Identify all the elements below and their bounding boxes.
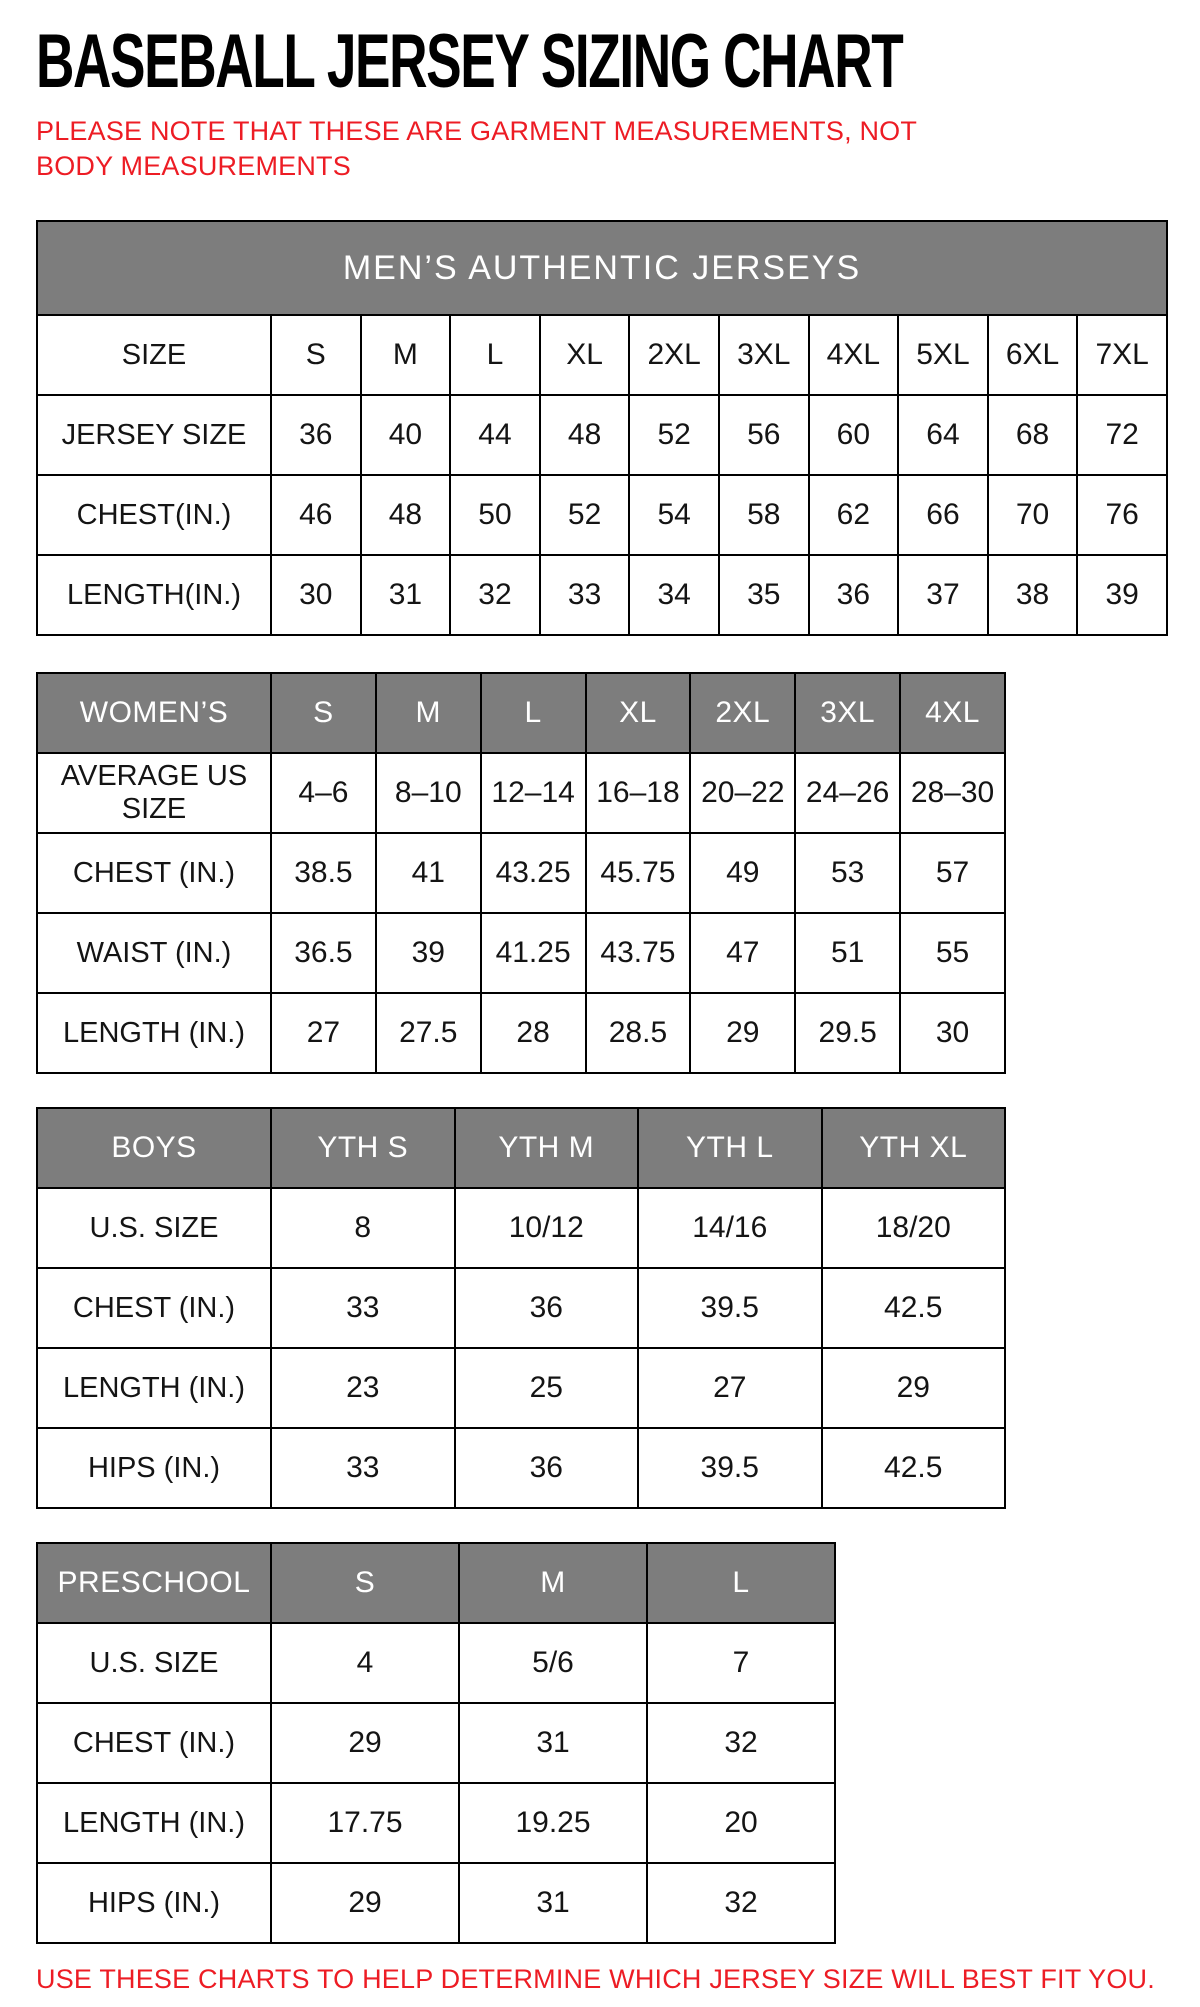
value-cell: 34 [629, 555, 719, 635]
garment-measurements-note: PLEASE NOTE THAT THESE ARE GARMENT MEASUREMENTS, NOT BODY MEASUREMENTS [36, 116, 917, 182]
table-row [37, 1268, 1005, 1348]
value-cell: 18/20 [822, 1188, 1006, 1268]
value-cell: 76 [1077, 475, 1167, 555]
row-label-cell: CHEST (IN.) [37, 1703, 271, 1783]
value-cell: 20 [647, 1783, 835, 1863]
size-header-cell: M [459, 1543, 647, 1623]
value-cell: 3XL [719, 315, 809, 395]
value-cell: 36 [455, 1268, 639, 1348]
value-cell: 42.5 [822, 1268, 1006, 1348]
row-label-cell: WAIST (IN.) [37, 913, 271, 993]
value-cell: 38 [988, 555, 1078, 635]
table-row [37, 1783, 835, 1863]
value-cell: 47 [690, 913, 795, 993]
value-cell: 53 [795, 833, 900, 913]
mens-sizing-table [36, 220, 1168, 636]
value-cell: 46 [271, 475, 361, 555]
value-cell: 44 [450, 395, 540, 475]
table-row [37, 1428, 1005, 1508]
table-row [37, 753, 1005, 833]
size-header-row [37, 1543, 835, 1623]
size-header-cell: YTH XL [822, 1108, 1006, 1188]
value-cell: L [450, 315, 540, 395]
row-label-cell: U.S. SIZE [37, 1623, 271, 1703]
value-cell: 28–30 [900, 753, 1005, 833]
size-header-cell: 4XL [900, 673, 1005, 753]
table-row [37, 555, 1167, 635]
table-row [37, 1863, 835, 1943]
womens-sizing-table [36, 672, 1006, 1074]
value-cell: 10/12 [455, 1188, 639, 1268]
value-cell: 32 [647, 1703, 835, 1783]
value-cell: 36.5 [271, 913, 376, 993]
value-cell: 29 [690, 993, 795, 1073]
table-row [37, 315, 1167, 395]
value-cell: 68 [988, 395, 1078, 475]
value-cell: 29 [271, 1703, 459, 1783]
value-cell: 39 [376, 913, 481, 993]
value-cell: 29.5 [795, 993, 900, 1073]
value-cell: 50 [450, 475, 540, 555]
value-cell: 27 [638, 1348, 822, 1428]
table-banner: MEN’S AUTHENTIC JERSEYS [37, 221, 1167, 315]
size-header-cell: L [481, 673, 586, 753]
value-cell: 5XL [898, 315, 988, 395]
row-label-cell: LENGTH (IN.) [37, 1348, 271, 1428]
value-cell: 43.25 [481, 833, 586, 913]
table-row [37, 1348, 1005, 1428]
table-row [37, 833, 1005, 913]
table-row [37, 913, 1005, 993]
row-label-cell: CHEST(IN.) [37, 475, 271, 555]
row-label-cell: JERSEY SIZE [37, 395, 271, 475]
table-header-label: PRESCHOOL [37, 1543, 271, 1623]
size-header-cell: 2XL [690, 673, 795, 753]
value-cell: 2XL [629, 315, 719, 395]
value-cell: 31 [361, 555, 451, 635]
value-cell: 52 [540, 475, 630, 555]
size-header-cell: YTH M [455, 1108, 639, 1188]
boys-sizing-table [36, 1107, 1006, 1509]
size-charts [36, 220, 1200, 1944]
value-cell: 49 [690, 833, 795, 913]
value-cell: 24–26 [795, 753, 900, 833]
value-cell: 58 [719, 475, 809, 555]
preschool-sizing-table [36, 1542, 836, 1944]
size-header-cell: XL [586, 673, 691, 753]
table-row [37, 993, 1005, 1073]
value-cell: 38.5 [271, 833, 376, 913]
value-cell: 25 [455, 1348, 639, 1428]
value-cell: 48 [361, 475, 451, 555]
page-title: BASEBALL JERSEY SIZING CHART [36, 19, 903, 104]
value-cell: 70 [988, 475, 1078, 555]
table-banner-row [37, 221, 1167, 315]
value-cell: 27 [271, 993, 376, 1073]
row-label-cell: HIPS (IN.) [37, 1863, 271, 1943]
value-cell: 54 [629, 475, 719, 555]
size-header-cell: YTH L [638, 1108, 822, 1188]
table-row [37, 1623, 835, 1703]
value-cell: 7XL [1077, 315, 1167, 395]
value-cell: 8–10 [376, 753, 481, 833]
size-header-cell: 3XL [795, 673, 900, 753]
value-cell: 8 [271, 1188, 455, 1268]
size-header-row [37, 1108, 1005, 1188]
value-cell: 32 [450, 555, 540, 635]
row-label-cell: LENGTH (IN.) [37, 1783, 271, 1863]
value-cell: 40 [361, 395, 451, 475]
value-cell: XL [540, 315, 630, 395]
value-cell: 35 [719, 555, 809, 635]
size-header-cell: L [647, 1543, 835, 1623]
value-cell: 28 [481, 993, 586, 1073]
row-label-cell: U.S. SIZE [37, 1188, 271, 1268]
value-cell: 19.25 [459, 1783, 647, 1863]
value-cell: 37 [898, 555, 988, 635]
value-cell: 28.5 [586, 993, 691, 1073]
womens-chart-section [36, 672, 1200, 1074]
row-label-cell: LENGTH(IN.) [37, 555, 271, 635]
value-cell: 29 [822, 1348, 1006, 1428]
value-cell: 31 [459, 1703, 647, 1783]
value-cell: 56 [719, 395, 809, 475]
value-cell: 6XL [988, 315, 1078, 395]
table-row [37, 1188, 1005, 1268]
value-cell: 32 [647, 1863, 835, 1943]
value-cell: 39.5 [638, 1428, 822, 1508]
row-label-cell: CHEST (IN.) [37, 833, 271, 913]
value-cell: 36 [271, 395, 361, 475]
table-header-label: BOYS [37, 1108, 271, 1188]
footer-text: USE THESE CHARTS TO HELP DETERMINE WHICH JERSEY SIZE WILL BEST FIT YOU. [36, 1964, 1155, 1995]
value-cell: 14/16 [638, 1188, 822, 1268]
row-label-cell: HIPS (IN.) [37, 1428, 271, 1508]
value-cell: 52 [629, 395, 719, 475]
row-label-cell: LENGTH (IN.) [37, 993, 271, 1073]
value-cell: 66 [898, 475, 988, 555]
value-cell: 31 [459, 1863, 647, 1943]
value-cell: 60 [809, 395, 899, 475]
value-cell: 57 [900, 833, 1005, 913]
value-cell: 33 [540, 555, 630, 635]
value-cell: 30 [271, 555, 361, 635]
boys-chart-section [36, 1107, 1200, 1509]
value-cell: 4 [271, 1623, 459, 1703]
value-cell: 42.5 [822, 1428, 1006, 1508]
table-row [37, 475, 1167, 555]
size-header-cell: S [271, 1543, 459, 1623]
size-header-cell: M [376, 673, 481, 753]
row-label-cell: CHEST (IN.) [37, 1268, 271, 1348]
value-cell: 17.75 [271, 1783, 459, 1863]
value-cell: 48 [540, 395, 630, 475]
row-label-cell: SIZE [37, 315, 271, 395]
value-cell: 33 [271, 1428, 455, 1508]
value-cell: 36 [809, 555, 899, 635]
row-label-cell: AVERAGE US SIZE [37, 753, 271, 833]
value-cell: 45.75 [586, 833, 691, 913]
table-row [37, 395, 1167, 475]
value-cell: S [271, 315, 361, 395]
value-cell: 12–14 [481, 753, 586, 833]
value-cell: 4XL [809, 315, 899, 395]
table-row [37, 1703, 835, 1783]
value-cell: 62 [809, 475, 899, 555]
value-cell: 72 [1077, 395, 1167, 475]
value-cell: 64 [898, 395, 988, 475]
value-cell: 5/6 [459, 1623, 647, 1703]
size-header-row [37, 673, 1005, 753]
value-cell: 7 [647, 1623, 835, 1703]
value-cell: 23 [271, 1348, 455, 1428]
value-cell: 33 [271, 1268, 455, 1348]
value-cell: 30 [900, 993, 1005, 1073]
size-header-cell: YTH S [271, 1108, 455, 1188]
preschool-chart-section [36, 1542, 1200, 1944]
value-cell: 16–18 [586, 753, 691, 833]
value-cell: 39 [1077, 555, 1167, 635]
value-cell: 39.5 [638, 1268, 822, 1348]
page-header [36, 19, 1200, 184]
value-cell: 51 [795, 913, 900, 993]
value-cell: 41.25 [481, 913, 586, 993]
size-header-cell: S [271, 673, 376, 753]
value-cell: 29 [271, 1863, 459, 1943]
mens-chart-section [36, 220, 1200, 636]
value-cell: 27.5 [376, 993, 481, 1073]
page-footer [36, 1964, 1200, 1995]
value-cell: 36 [455, 1428, 639, 1508]
value-cell: 41 [376, 833, 481, 913]
value-cell: 43.75 [586, 913, 691, 993]
value-cell: 20–22 [690, 753, 795, 833]
value-cell: M [361, 315, 451, 395]
table-header-label: WOMEN’S [37, 673, 271, 753]
value-cell: 55 [900, 913, 1005, 993]
value-cell: 4–6 [271, 753, 376, 833]
